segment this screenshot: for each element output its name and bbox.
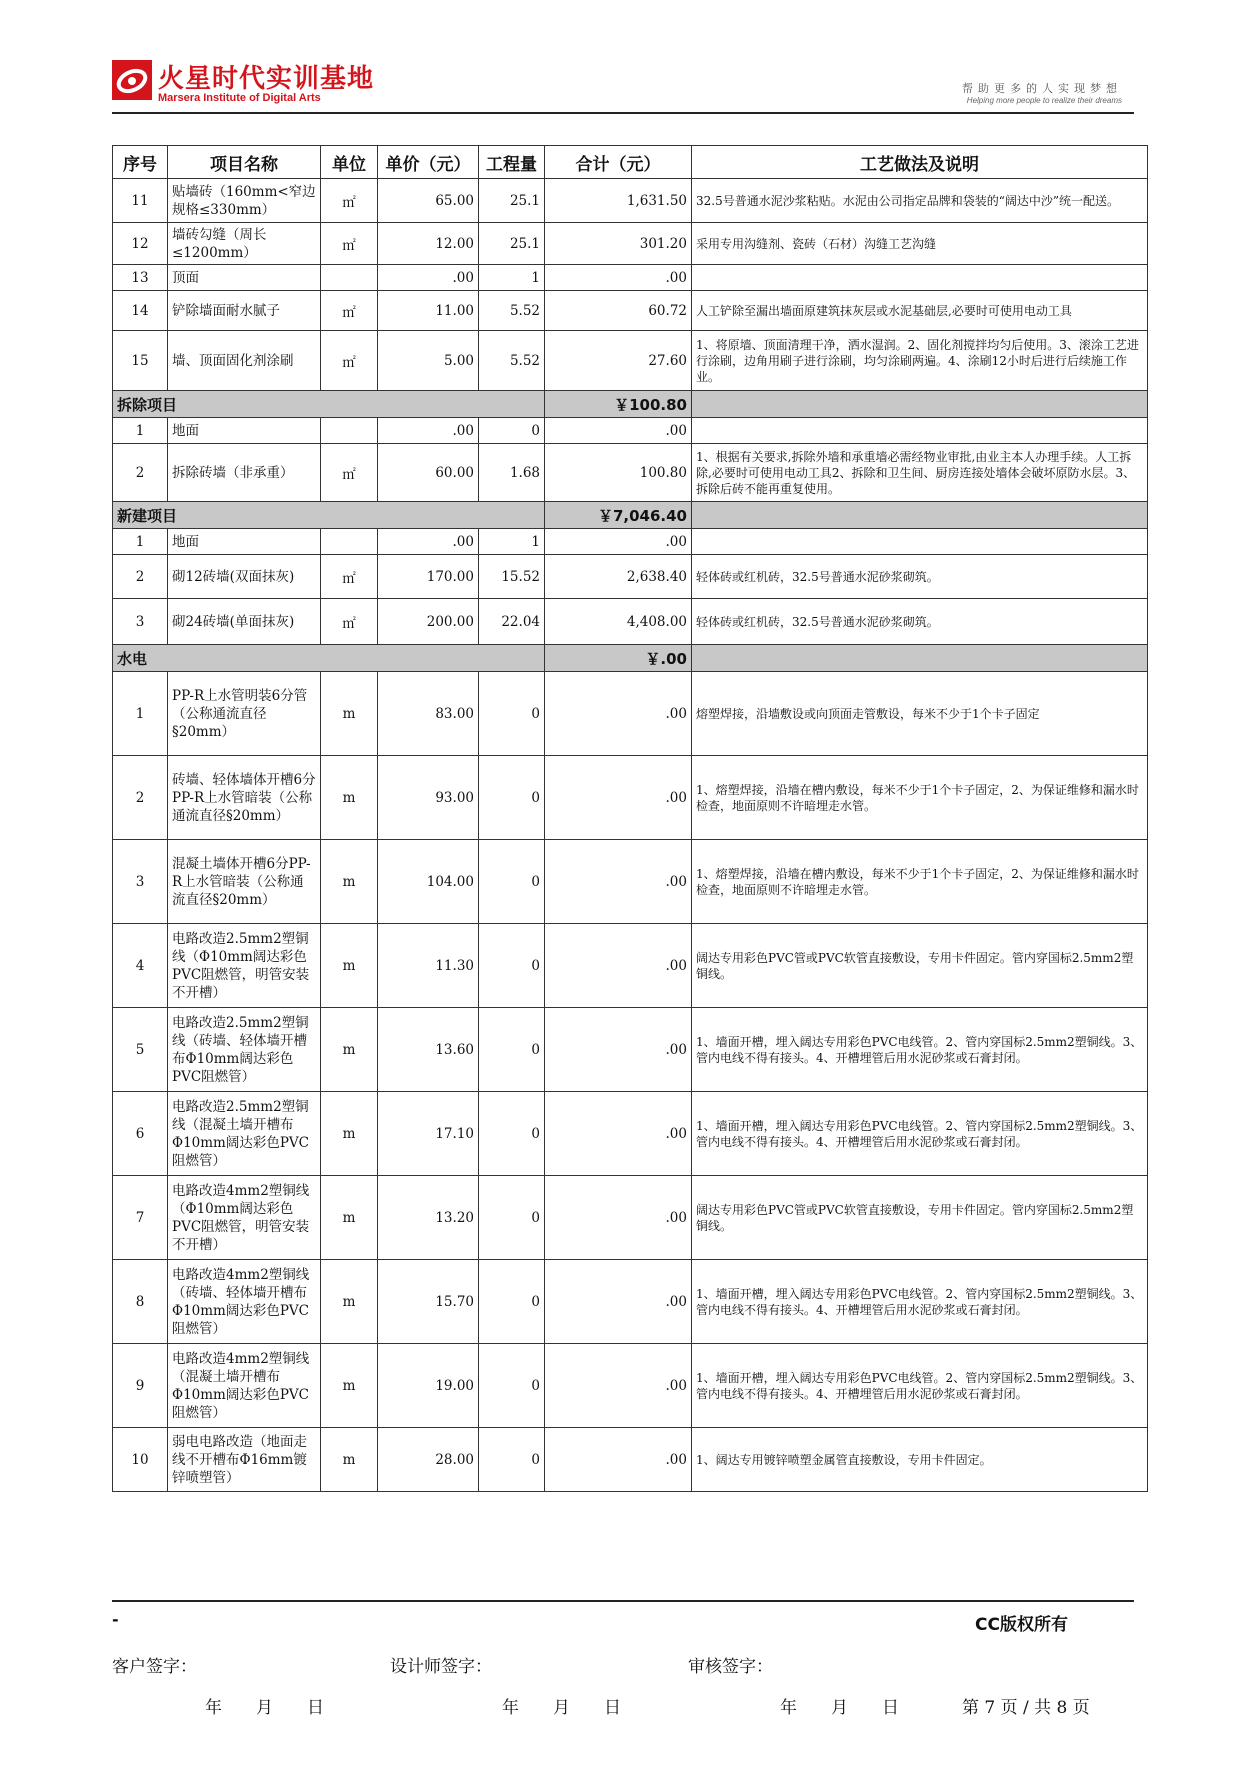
- cell-total: 301.20: [545, 223, 692, 265]
- cell-desc: 采用专用沟缝剂、瓷砖（石材）沟缝工艺沟缝: [692, 223, 1148, 265]
- table-row: [113, 1344, 1148, 1428]
- cell-unit: ㎡: [321, 223, 378, 265]
- table-row: [113, 265, 1148, 291]
- cell-no: 13: [113, 265, 168, 291]
- cell-price: 12.00: [378, 223, 479, 265]
- section-label: 拆除项目: [113, 391, 545, 418]
- footer-dash: -: [112, 1610, 119, 1629]
- cell-name: PP-R上水管明装6分管（公称通流直径§20mm）: [168, 672, 321, 756]
- cell-name: 弱电电路改造（地面走线不开槽布Φ16mm镀锌喷塑管）: [168, 1428, 321, 1492]
- cell-no: 1: [113, 529, 168, 555]
- cell-name: 墙、顶面固化剂涂刷: [168, 331, 321, 391]
- cell-price: 5.00: [378, 331, 479, 391]
- table-header-row: [113, 146, 1148, 179]
- cell-desc: 人工铲除至漏出墙面原建筑抹灰层或水泥基础层,必要时可使用电动工具: [692, 291, 1148, 331]
- brand-name-en: Marsera Institute of Digital Arts: [158, 92, 321, 104]
- cell-no: 5: [113, 1008, 168, 1092]
- cell-no: 6: [113, 1092, 168, 1176]
- cell-qty: 22.04: [479, 599, 545, 645]
- cell-no: 1: [113, 418, 168, 444]
- cell-unit: ㎡: [321, 331, 378, 391]
- cell-price: 83.00: [378, 672, 479, 756]
- col-header-desc: 工艺做法及说明: [692, 146, 1148, 179]
- cell-unit: [321, 418, 378, 444]
- cell-total: 27.60: [545, 331, 692, 391]
- cell-no: 3: [113, 840, 168, 924]
- section-total: ￥.00: [545, 645, 692, 672]
- cell-name: 铲除墙面耐水腻子: [168, 291, 321, 331]
- table-row: [113, 756, 1148, 840]
- cell-name: 砌12砖墙(双面抹灰): [168, 555, 321, 599]
- table-row: [113, 179, 1148, 223]
- table-row: [113, 924, 1148, 1008]
- cell-total: .00: [545, 529, 692, 555]
- cell-unit: m: [321, 672, 378, 756]
- cell-unit: ㎡: [321, 179, 378, 223]
- table-row: [113, 291, 1148, 331]
- col-header-unit: 单位: [321, 146, 378, 179]
- cell-qty: 0: [479, 1092, 545, 1176]
- cell-qty: 0: [479, 672, 545, 756]
- cell-desc: 熔塑焊接，沿墙敷设或向顶面走管敷设，每米不少于1个卡子固定: [692, 672, 1148, 756]
- copyright-text: CC版权所有: [975, 1615, 1068, 1635]
- col-header-no: 序号: [113, 146, 168, 179]
- cell-desc: 阔达专用彩色PVC管或PVC软管直接敷设，专用卡件固定。管内穿国标2.5mm2塑铜线。: [692, 924, 1148, 1008]
- cell-total: .00: [545, 418, 692, 444]
- cell-qty: 15.52: [479, 555, 545, 599]
- cell-desc: 阔达专用彩色PVC管或PVC软管直接敷设，专用卡件固定。管内穿国标2.5mm2塑铜线。: [692, 1176, 1148, 1260]
- section-desc-empty: [692, 645, 1148, 672]
- cell-price: 13.20: [378, 1176, 479, 1260]
- table-row: [113, 599, 1148, 645]
- cell-qty: 0: [479, 924, 545, 1008]
- cell-total: .00: [545, 1092, 692, 1176]
- section-row: [113, 502, 1148, 529]
- table-row: [113, 672, 1148, 756]
- cell-desc: 1、墙面开槽，埋入阔达专用彩色PVC电线管。2、管内穿国标2.5mm2塑铜线。3、管内电线不得有接头。4、开槽埋管后用水泥砂浆或石膏封闭。: [692, 1344, 1148, 1428]
- table-row: [113, 223, 1148, 265]
- cell-price: .00: [378, 265, 479, 291]
- cell-name: 贴墙砖（160mm<窄边规格≤330mm）: [168, 179, 321, 223]
- cell-desc: 轻体砖或红机砖，32.5号普通水泥砂浆砌筑。: [692, 599, 1148, 645]
- cell-name: 电路改造4mm2塑铜线（Φ10mm阔达彩色PVC阻燃管，明管安装不开槽）: [168, 1176, 321, 1260]
- cell-total: .00: [545, 1344, 692, 1428]
- cell-total: .00: [545, 756, 692, 840]
- cell-qty: 1: [479, 529, 545, 555]
- cell-unit: [321, 265, 378, 291]
- cell-qty: 1.68: [479, 444, 545, 502]
- client-signature-label: 客户签字：: [112, 1657, 197, 1677]
- cell-name: 顶面: [168, 265, 321, 291]
- page-number: 第 7 页 / 共 8 页: [962, 1698, 1090, 1718]
- cell-qty: 5.52: [479, 291, 545, 331]
- cell-price: 65.00: [378, 179, 479, 223]
- cell-unit: m: [321, 1008, 378, 1092]
- quotation-table: [112, 145, 1148, 1492]
- cell-name: 砖墙、轻体墙体开槽6分PP-R上水管暗装（公称通流直径§20mm）: [168, 756, 321, 840]
- slogan-en: Helping more people to realize their dreams: [966, 96, 1122, 105]
- header-divider: [112, 112, 1134, 114]
- cell-name: 电路改造2.5mm2塑铜线（混凝土墙开槽布Φ10mm阔达彩色PVC阻燃管）: [168, 1092, 321, 1176]
- cell-no: 3: [113, 599, 168, 645]
- review-date: 年 月 日: [780, 1698, 899, 1718]
- designer-signature-label: 设计师签字：: [390, 1657, 492, 1677]
- cell-qty: 0: [479, 1428, 545, 1492]
- cell-no: 8: [113, 1260, 168, 1344]
- cell-price: .00: [378, 418, 479, 444]
- cell-desc: [692, 418, 1148, 444]
- cell-price: 200.00: [378, 599, 479, 645]
- cell-desc: 1、将原墙、顶面清理干净，洒水湿润。2、固化剂搅拌均匀后使用。3、滚涂工艺进行涂刷，边角用刷子进行涂刷，均匀涂刷两遍。4、涂刷12小时后进行后续施工作业。: [692, 331, 1148, 391]
- table-row: [113, 529, 1148, 555]
- client-date: 年 月 日: [205, 1698, 324, 1718]
- cell-total: .00: [545, 924, 692, 1008]
- cell-total: 4,408.00: [545, 599, 692, 645]
- cell-name: 拆除砖墙（非承重）: [168, 444, 321, 502]
- table-row: [113, 1260, 1148, 1344]
- col-header-qty: 工程量: [479, 146, 545, 179]
- cell-unit: [321, 529, 378, 555]
- table-row: [113, 331, 1148, 391]
- cell-unit: m: [321, 1260, 378, 1344]
- cell-no: 1: [113, 672, 168, 756]
- cell-total: .00: [545, 1260, 692, 1344]
- cell-no: 7: [113, 1176, 168, 1260]
- cell-qty: 0: [479, 1176, 545, 1260]
- cell-desc: 32.5号普通水泥沙浆粘贴。水泥由公司指定品牌和袋装的“阔达中沙”统一配送。: [692, 179, 1148, 223]
- cell-total: 100.80: [545, 444, 692, 502]
- table-row: [113, 418, 1148, 444]
- cell-qty: 0: [479, 756, 545, 840]
- cell-unit: m: [321, 1428, 378, 1492]
- cell-price: 11.00: [378, 291, 479, 331]
- cell-qty: 0: [479, 1260, 545, 1344]
- table-row: [113, 840, 1148, 924]
- cell-no: 9: [113, 1344, 168, 1428]
- cell-price: 60.00: [378, 444, 479, 502]
- cell-desc: 1、阔达专用镀锌喷塑金属管直接敷设，专用卡件固定。: [692, 1428, 1148, 1492]
- cell-total: .00: [545, 1176, 692, 1260]
- cell-price: 19.00: [378, 1344, 479, 1428]
- cell-unit: ㎡: [321, 599, 378, 645]
- table-row: [113, 1176, 1148, 1260]
- cell-name: 电路改造4mm2塑铜线（砖墙、轻体墙开槽布Φ10mm阔达彩色PVC阻燃管）: [168, 1260, 321, 1344]
- cell-price: 17.10: [378, 1092, 479, 1176]
- cell-qty: 0: [479, 1008, 545, 1092]
- section-desc-empty: [692, 502, 1148, 529]
- cell-unit: m: [321, 1176, 378, 1260]
- footer-divider: [112, 1600, 1134, 1602]
- table-body: [113, 179, 1148, 1492]
- cell-total: .00: [545, 265, 692, 291]
- cell-qty: 0: [479, 1344, 545, 1428]
- cell-unit: m: [321, 1092, 378, 1176]
- cell-no: 10: [113, 1428, 168, 1492]
- cell-name: 地面: [168, 529, 321, 555]
- cell-price: 13.60: [378, 1008, 479, 1092]
- cell-qty: 25.1: [479, 179, 545, 223]
- section-row: [113, 391, 1148, 418]
- page-header: [112, 58, 1134, 114]
- cell-no: 2: [113, 756, 168, 840]
- cell-qty: 25.1: [479, 223, 545, 265]
- cell-unit: ㎡: [321, 555, 378, 599]
- cell-desc: [692, 529, 1148, 555]
- cell-price: 28.00: [378, 1428, 479, 1492]
- cell-total: .00: [545, 840, 692, 924]
- cell-price: .00: [378, 529, 479, 555]
- cell-desc: 1、熔塑焊接，沿墙在槽内敷设，每米不少于1个卡子固定，2、为保证维修和漏水时检查，地面原则不许暗埋走水管。: [692, 756, 1148, 840]
- section-desc-empty: [692, 391, 1148, 418]
- cell-no: 14: [113, 291, 168, 331]
- table-row: [113, 444, 1148, 502]
- cell-name: 电路改造4mm2塑铜线（混凝土墙开槽布Φ10mm阔达彩色PVC阻燃管）: [168, 1344, 321, 1428]
- cell-name: 地面: [168, 418, 321, 444]
- col-header-total: 合计（元）: [545, 146, 692, 179]
- col-header-price: 单价（元）: [378, 146, 479, 179]
- cell-desc: [692, 265, 1148, 291]
- cell-total: .00: [545, 672, 692, 756]
- cell-qty: 5.52: [479, 331, 545, 391]
- section-total: ￥100.80: [545, 391, 692, 418]
- cell-qty: 0: [479, 418, 545, 444]
- marsera-logo-icon: [112, 60, 152, 100]
- cell-qty: 1: [479, 265, 545, 291]
- cell-desc: 1、墙面开槽，埋入阔达专用彩色PVC电线管。2、管内穿国标2.5mm2塑铜线。3、管内电线不得有接头。4、开槽埋管后用水泥砂浆或石膏封闭。: [692, 1008, 1148, 1092]
- section-label: 新建项目: [113, 502, 545, 529]
- cell-price: 170.00: [378, 555, 479, 599]
- cell-desc: 轻体砖或红机砖，32.5号普通水泥砂浆砌筑。: [692, 555, 1148, 599]
- cell-desc: 1、熔塑焊接，沿墙在槽内敷设，每米不少于1个卡子固定，2、为保证维修和漏水时检查，地面原则不许暗埋走水管。: [692, 840, 1148, 924]
- cell-price: 11.30: [378, 924, 479, 1008]
- cell-name: 砌24砖墙(单面抹灰): [168, 599, 321, 645]
- cell-price: 15.70: [378, 1260, 479, 1344]
- brand-name-cn: 火星时代实训基地: [158, 64, 375, 94]
- cell-unit: ㎡: [321, 291, 378, 331]
- table-row: [113, 1428, 1148, 1492]
- cell-no: 12: [113, 223, 168, 265]
- table-row: [113, 1008, 1148, 1092]
- table-row: [113, 1092, 1148, 1176]
- cell-no: 15: [113, 331, 168, 391]
- cell-total: .00: [545, 1008, 692, 1092]
- cell-name: 电路改造2.5mm2塑铜线（砖墙、轻体墙开槽布Φ10mm阔达彩色PVC阻燃管）: [168, 1008, 321, 1092]
- cell-desc: 1、根据有关要求,拆除外墙和承重墙必需经物业审批,由业主本人办理手续。人工拆除,必要时可使用电动工具2、拆除和卫生间、厨房连接处墙体会破坏原防水层。3、拆除后砖不能再重复使用。: [692, 444, 1148, 502]
- cell-no: 4: [113, 924, 168, 1008]
- cell-unit: m: [321, 1344, 378, 1428]
- section-row: [113, 645, 1148, 672]
- review-signature-label: 审核签字：: [688, 1657, 773, 1677]
- cell-desc: 1、墙面开槽，埋入阔达专用彩色PVC电线管。2、管内穿国标2.5mm2塑铜线。3、管内电线不得有接头。4、开槽埋管后用水泥砂浆或石膏封闭。: [692, 1092, 1148, 1176]
- section-total: ￥7,046.40: [545, 502, 692, 529]
- cell-total: 60.72: [545, 291, 692, 331]
- cell-price: 104.00: [378, 840, 479, 924]
- designer-date: 年 月 日: [502, 1698, 621, 1718]
- table-row: [113, 555, 1148, 599]
- cell-no: 11: [113, 179, 168, 223]
- cell-total: .00: [545, 1428, 692, 1492]
- cell-price: 93.00: [378, 756, 479, 840]
- cell-total: 1,631.50: [545, 179, 692, 223]
- cell-unit: m: [321, 840, 378, 924]
- cell-name: 电路改造2.5mm2塑铜线（Φ10mm阔达彩色PVC阻燃管，明管安装不开槽）: [168, 924, 321, 1008]
- cell-name: 混凝土墙体开槽6分PP-R上水管暗装（公称通流直径§20mm）: [168, 840, 321, 924]
- cell-unit: m: [321, 924, 378, 1008]
- slogan-cn: 帮助更多的人实现梦想: [962, 82, 1122, 95]
- col-header-name: 项目名称: [168, 146, 321, 179]
- cell-unit: m: [321, 756, 378, 840]
- cell-desc: 1、墙面开槽，埋入阔达专用彩色PVC电线管。2、管内穿国标2.5mm2塑铜线。3、管内电线不得有接头。4、开槽埋管后用水泥砂浆或石膏封闭。: [692, 1260, 1148, 1344]
- cell-unit: ㎡: [321, 444, 378, 502]
- cell-no: 2: [113, 444, 168, 502]
- section-label: 水电: [113, 645, 545, 672]
- cell-name: 墙砖勾缝（周长≤1200mm）: [168, 223, 321, 265]
- cell-no: 2: [113, 555, 168, 599]
- cell-total: 2,638.40: [545, 555, 692, 599]
- cell-qty: 0: [479, 840, 545, 924]
